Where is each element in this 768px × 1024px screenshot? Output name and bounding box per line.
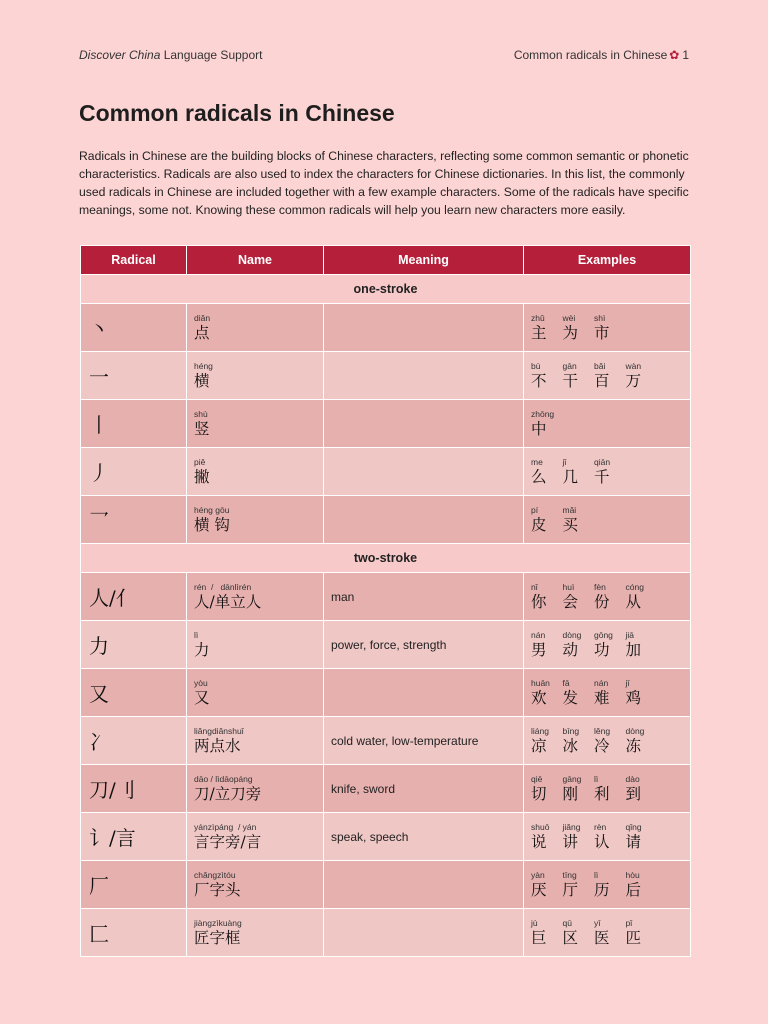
example-hanzi: 说 bbox=[531, 832, 547, 851]
radical-cell: 又 bbox=[81, 669, 187, 717]
name-cell bbox=[187, 717, 324, 765]
example-hanzi: 巨 bbox=[531, 928, 547, 947]
example-pinyin: yàn bbox=[531, 869, 545, 880]
table-row bbox=[81, 669, 691, 717]
example-pinyin: fèn bbox=[594, 581, 606, 592]
meaning-cell bbox=[324, 400, 524, 448]
example-hanzi: 鸡 bbox=[625, 688, 642, 707]
examples-cell bbox=[524, 573, 691, 621]
meaning-cell: speak, speech bbox=[324, 813, 524, 861]
column-header-examples: Examples bbox=[524, 246, 691, 275]
name-pinyin: liǎngdiǎnshuǐ bbox=[194, 725, 244, 736]
example-character bbox=[563, 457, 595, 487]
name-cell bbox=[187, 496, 324, 544]
name-hanzi: 匠字框 bbox=[194, 928, 241, 947]
name-pinyin: piě bbox=[194, 456, 206, 467]
table-row bbox=[81, 861, 691, 909]
example-hanzi: 加 bbox=[625, 640, 642, 659]
examples-cell bbox=[524, 496, 691, 544]
example-pinyin: lì bbox=[594, 869, 599, 880]
example-hanzi: 不 bbox=[531, 371, 547, 390]
page-title: Common radicals in Chinese bbox=[79, 100, 395, 126]
example-character bbox=[531, 313, 563, 343]
example-hanzi: 厌 bbox=[531, 880, 547, 899]
section-row bbox=[81, 275, 691, 304]
brand-rest: Language Support bbox=[160, 48, 263, 62]
example-character bbox=[626, 774, 658, 804]
example-hanzi: 你 bbox=[531, 592, 547, 611]
radical-cell: 冫 bbox=[81, 717, 187, 765]
example-character bbox=[563, 361, 595, 391]
name-cell bbox=[187, 861, 324, 909]
example-pinyin: fā bbox=[562, 677, 570, 688]
example-pinyin: dòng bbox=[625, 725, 645, 736]
meaning-cell bbox=[324, 496, 524, 544]
table-header bbox=[81, 246, 691, 275]
table-row bbox=[81, 448, 691, 496]
table-row bbox=[81, 573, 691, 621]
radical-cell: 丨 bbox=[81, 400, 187, 448]
flower-icon: ✿ bbox=[669, 48, 680, 62]
example-pinyin: jiā bbox=[625, 629, 635, 640]
example-hanzi: 发 bbox=[562, 688, 579, 707]
radical-cell: 人/亻 bbox=[81, 573, 187, 621]
example-character bbox=[626, 630, 658, 660]
example-pinyin: hòu bbox=[625, 869, 640, 880]
table-body bbox=[81, 275, 691, 957]
running-header-brand bbox=[79, 48, 262, 62]
example-pinyin: jī bbox=[625, 677, 630, 688]
examples-cell bbox=[524, 448, 691, 496]
example-character bbox=[563, 918, 595, 948]
example-pinyin: qǐng bbox=[625, 821, 642, 832]
examples-cell bbox=[524, 717, 691, 765]
table-row bbox=[81, 717, 691, 765]
column-header-meaning: Meaning bbox=[324, 246, 524, 275]
example-pinyin: qū bbox=[562, 917, 572, 928]
name-hanzi: 力 bbox=[194, 640, 210, 659]
example-pinyin: huì bbox=[562, 581, 575, 592]
example-pinyin: qiē bbox=[531, 773, 543, 784]
example-character bbox=[594, 774, 626, 804]
example-pinyin: pí bbox=[531, 504, 539, 515]
examples-cell bbox=[524, 765, 691, 813]
examples-cell bbox=[524, 669, 691, 717]
example-pinyin: gān bbox=[562, 360, 577, 371]
meaning-cell bbox=[324, 909, 524, 957]
example-pinyin: nǐ bbox=[531, 581, 538, 592]
example-hanzi: 冻 bbox=[625, 736, 642, 755]
examples-cell bbox=[524, 813, 691, 861]
meaning-cell bbox=[324, 304, 524, 352]
name-pinyin: dāo / lìdāopáng bbox=[194, 773, 253, 784]
name-pinyin: lì bbox=[194, 629, 199, 640]
example-character bbox=[531, 726, 563, 756]
table-row bbox=[81, 496, 691, 544]
example-pinyin: cóng bbox=[625, 581, 644, 592]
example-hanzi: 么 bbox=[531, 467, 547, 486]
example-hanzi: 市 bbox=[594, 323, 610, 342]
example-character bbox=[531, 505, 563, 535]
example-pinyin: jù bbox=[531, 917, 538, 928]
example-character bbox=[594, 918, 626, 948]
example-character bbox=[563, 870, 595, 900]
example-pinyin: nán bbox=[531, 629, 546, 640]
meaning-cell: man bbox=[324, 573, 524, 621]
name-cell bbox=[187, 669, 324, 717]
example-pinyin: shuō bbox=[531, 821, 550, 832]
example-hanzi: 功 bbox=[594, 640, 610, 659]
example-character bbox=[594, 630, 626, 660]
example-character bbox=[563, 678, 595, 708]
example-pinyin: tīng bbox=[562, 869, 577, 880]
example-pinyin: wèi bbox=[562, 312, 576, 323]
example-character bbox=[531, 774, 563, 804]
name-hanzi: 横 bbox=[194, 371, 210, 390]
example-pinyin: lěng bbox=[594, 725, 611, 736]
name-hanzi: 两点水 bbox=[194, 736, 241, 755]
radical-cell: 刀/刂 bbox=[81, 765, 187, 813]
name-cell bbox=[187, 765, 324, 813]
example-pinyin: zhǔ bbox=[531, 312, 545, 323]
example-character bbox=[594, 726, 626, 756]
example-character bbox=[531, 582, 563, 612]
example-hanzi: 百 bbox=[594, 371, 610, 390]
example-hanzi: 为 bbox=[562, 323, 579, 342]
example-pinyin: yī bbox=[594, 917, 601, 928]
meaning-cell bbox=[324, 669, 524, 717]
name-hanzi: 厂字头 bbox=[194, 880, 241, 899]
example-character bbox=[594, 870, 626, 900]
example-pinyin: huān bbox=[531, 677, 550, 688]
example-character bbox=[563, 313, 595, 343]
name-hanzi: 竖 bbox=[194, 419, 210, 438]
running-header-section bbox=[514, 48, 689, 62]
radical-cell: 乛 bbox=[81, 496, 187, 544]
name-cell bbox=[187, 909, 324, 957]
name-hanzi: 人/单立人 bbox=[194, 592, 262, 611]
column-header-name: Name bbox=[187, 246, 324, 275]
example-hanzi: 后 bbox=[625, 880, 642, 899]
example-hanzi: 刚 bbox=[562, 784, 579, 803]
meaning-cell bbox=[324, 352, 524, 400]
example-character bbox=[531, 870, 563, 900]
example-hanzi: 冷 bbox=[594, 736, 610, 755]
example-pinyin: liáng bbox=[531, 725, 549, 736]
name-pinyin: shù bbox=[194, 408, 208, 419]
example-pinyin: mǎi bbox=[562, 504, 577, 515]
example-character bbox=[626, 918, 658, 948]
name-cell bbox=[187, 813, 324, 861]
example-character bbox=[594, 361, 626, 391]
name-hanzi: 刀/立刀旁 bbox=[194, 784, 262, 803]
example-hanzi: 讲 bbox=[562, 832, 579, 851]
example-pinyin: pǐ bbox=[625, 917, 633, 928]
example-hanzi: 份 bbox=[594, 592, 610, 611]
example-hanzi: 几 bbox=[562, 467, 579, 486]
example-hanzi: 到 bbox=[625, 784, 642, 803]
example-hanzi: 买 bbox=[562, 515, 579, 534]
example-character bbox=[626, 678, 658, 708]
example-hanzi: 厅 bbox=[562, 880, 579, 899]
example-pinyin: bīng bbox=[562, 725, 580, 736]
example-character bbox=[626, 726, 658, 756]
example-character bbox=[563, 774, 595, 804]
example-hanzi: 历 bbox=[594, 880, 610, 899]
example-character bbox=[531, 409, 563, 439]
name-pinyin: diǎn bbox=[194, 312, 211, 323]
radical-cell: 力 bbox=[81, 621, 187, 669]
radical-cell: 厂 bbox=[81, 861, 187, 909]
table-row bbox=[81, 813, 691, 861]
example-hanzi: 欢 bbox=[531, 688, 547, 707]
table-row bbox=[81, 909, 691, 957]
radical-cell: 丿 bbox=[81, 448, 187, 496]
intro-paragraph: Radicals in Chinese are the building blocks of Chinese characters, reflecting some common semantic or phonetic characteristics. Radicals are also used to index the characters for Chinese dictionaries. In this list, the commonly used radicals in Chinese are included together with a few example characters. Some of the radicals have specific meanings, some not. Knowing these common radicals will help you learn new characters more easily. bbox=[79, 149, 689, 217]
name-cell bbox=[187, 621, 324, 669]
example-pinyin: gāng bbox=[562, 773, 582, 784]
example-pinyin: nán bbox=[594, 677, 609, 688]
examples-cell bbox=[524, 400, 691, 448]
meaning-cell bbox=[324, 448, 524, 496]
running-header bbox=[79, 48, 689, 66]
section-row bbox=[81, 544, 691, 573]
example-character bbox=[531, 678, 563, 708]
example-character bbox=[594, 313, 626, 343]
example-character bbox=[563, 505, 595, 535]
page-number: 1 bbox=[682, 48, 689, 62]
table-row bbox=[81, 765, 691, 813]
example-hanzi: 中 bbox=[531, 419, 547, 438]
name-pinyin: héng gōu bbox=[194, 504, 230, 515]
example-pinyin: jǐ bbox=[562, 456, 567, 467]
meaning-cell: power, force, strength bbox=[324, 621, 524, 669]
example-character bbox=[626, 870, 658, 900]
example-pinyin: wàn bbox=[625, 360, 642, 371]
example-pinyin: dào bbox=[625, 773, 640, 784]
brand-italic: Discover China bbox=[79, 48, 161, 62]
name-pinyin: yòu bbox=[194, 677, 208, 688]
example-hanzi: 医 bbox=[594, 928, 610, 947]
example-hanzi: 匹 bbox=[625, 928, 642, 947]
example-character bbox=[594, 457, 626, 487]
table-row bbox=[81, 621, 691, 669]
name-hanzi: 撇 bbox=[194, 467, 210, 486]
example-hanzi: 难 bbox=[594, 688, 610, 707]
radical-cell: 讠/言 bbox=[81, 813, 187, 861]
name-pinyin: jiàngzìkuàng bbox=[194, 917, 242, 928]
example-hanzi: 从 bbox=[625, 592, 642, 611]
name-cell bbox=[187, 400, 324, 448]
example-character bbox=[531, 822, 563, 852]
example-character bbox=[563, 582, 595, 612]
name-cell bbox=[187, 573, 324, 621]
examples-cell bbox=[524, 304, 691, 352]
name-cell bbox=[187, 448, 324, 496]
example-character bbox=[594, 678, 626, 708]
table-row bbox=[81, 304, 691, 352]
section-label: one-stroke bbox=[81, 275, 691, 304]
example-pinyin: me bbox=[531, 456, 543, 467]
meaning-cell: knife, sword bbox=[324, 765, 524, 813]
example-character bbox=[531, 630, 563, 660]
examples-cell bbox=[524, 352, 691, 400]
examples-cell bbox=[524, 909, 691, 957]
example-hanzi: 区 bbox=[562, 928, 579, 947]
example-hanzi: 请 bbox=[625, 832, 642, 851]
radicals-table bbox=[80, 245, 691, 957]
table-row bbox=[81, 400, 691, 448]
example-pinyin: zhōng bbox=[531, 408, 555, 419]
example-hanzi: 会 bbox=[562, 592, 579, 611]
name-pinyin: rén / dānlìrén bbox=[194, 581, 252, 592]
example-hanzi: 冰 bbox=[562, 736, 579, 755]
examples-cell bbox=[524, 861, 691, 909]
name-cell bbox=[187, 304, 324, 352]
radical-cell: 一 bbox=[81, 352, 187, 400]
example-character bbox=[563, 726, 595, 756]
example-hanzi: 千 bbox=[594, 467, 610, 486]
name-hanzi: 又 bbox=[194, 688, 210, 707]
radical-cell: 丶 bbox=[81, 304, 187, 352]
table-row bbox=[81, 352, 691, 400]
name-cell bbox=[187, 352, 324, 400]
example-pinyin: rèn bbox=[594, 821, 607, 832]
section-label: two-stroke bbox=[81, 544, 691, 573]
example-pinyin: gōng bbox=[594, 629, 613, 640]
name-hanzi: 横 钩 bbox=[194, 515, 230, 534]
example-character bbox=[531, 918, 563, 948]
example-hanzi: 万 bbox=[625, 371, 642, 390]
example-pinyin: jiǎng bbox=[562, 821, 581, 832]
example-character bbox=[563, 630, 595, 660]
examples-cell bbox=[524, 621, 691, 669]
meaning-cell: cold water, low-temperature bbox=[324, 717, 524, 765]
name-hanzi: 点 bbox=[194, 323, 210, 342]
example-hanzi: 切 bbox=[531, 784, 547, 803]
example-character bbox=[531, 457, 563, 487]
section-title: Common radicals in Chinese bbox=[513, 48, 668, 62]
example-character bbox=[626, 582, 658, 612]
example-pinyin: shì bbox=[594, 312, 606, 323]
example-character bbox=[594, 582, 626, 612]
example-hanzi: 干 bbox=[562, 371, 579, 390]
example-pinyin: qiān bbox=[594, 456, 611, 467]
example-character bbox=[626, 361, 658, 391]
example-hanzi: 皮 bbox=[531, 515, 547, 534]
example-hanzi: 利 bbox=[594, 784, 610, 803]
radical-cell: 匚 bbox=[81, 909, 187, 957]
example-pinyin: bù bbox=[531, 360, 541, 371]
name-hanzi: 言字旁/言 bbox=[194, 832, 262, 851]
name-pinyin: héng bbox=[194, 360, 213, 371]
example-hanzi: 男 bbox=[531, 640, 547, 659]
name-pinyin: chǎngzìtóu bbox=[194, 869, 236, 880]
column-header-radical: Radical bbox=[81, 246, 187, 275]
example-hanzi: 主 bbox=[531, 323, 547, 342]
example-character bbox=[626, 822, 658, 852]
example-character bbox=[563, 822, 595, 852]
example-pinyin: bǎi bbox=[594, 360, 606, 371]
name-pinyin: yánzìpáng / yán bbox=[194, 821, 257, 832]
example-character bbox=[594, 822, 626, 852]
example-pinyin: dòng bbox=[562, 629, 582, 640]
meaning-cell bbox=[324, 861, 524, 909]
example-character bbox=[531, 361, 563, 391]
example-pinyin: lì bbox=[594, 773, 599, 784]
example-hanzi: 动 bbox=[562, 640, 579, 659]
example-hanzi: 认 bbox=[594, 832, 610, 851]
example-hanzi: 凉 bbox=[531, 736, 547, 755]
